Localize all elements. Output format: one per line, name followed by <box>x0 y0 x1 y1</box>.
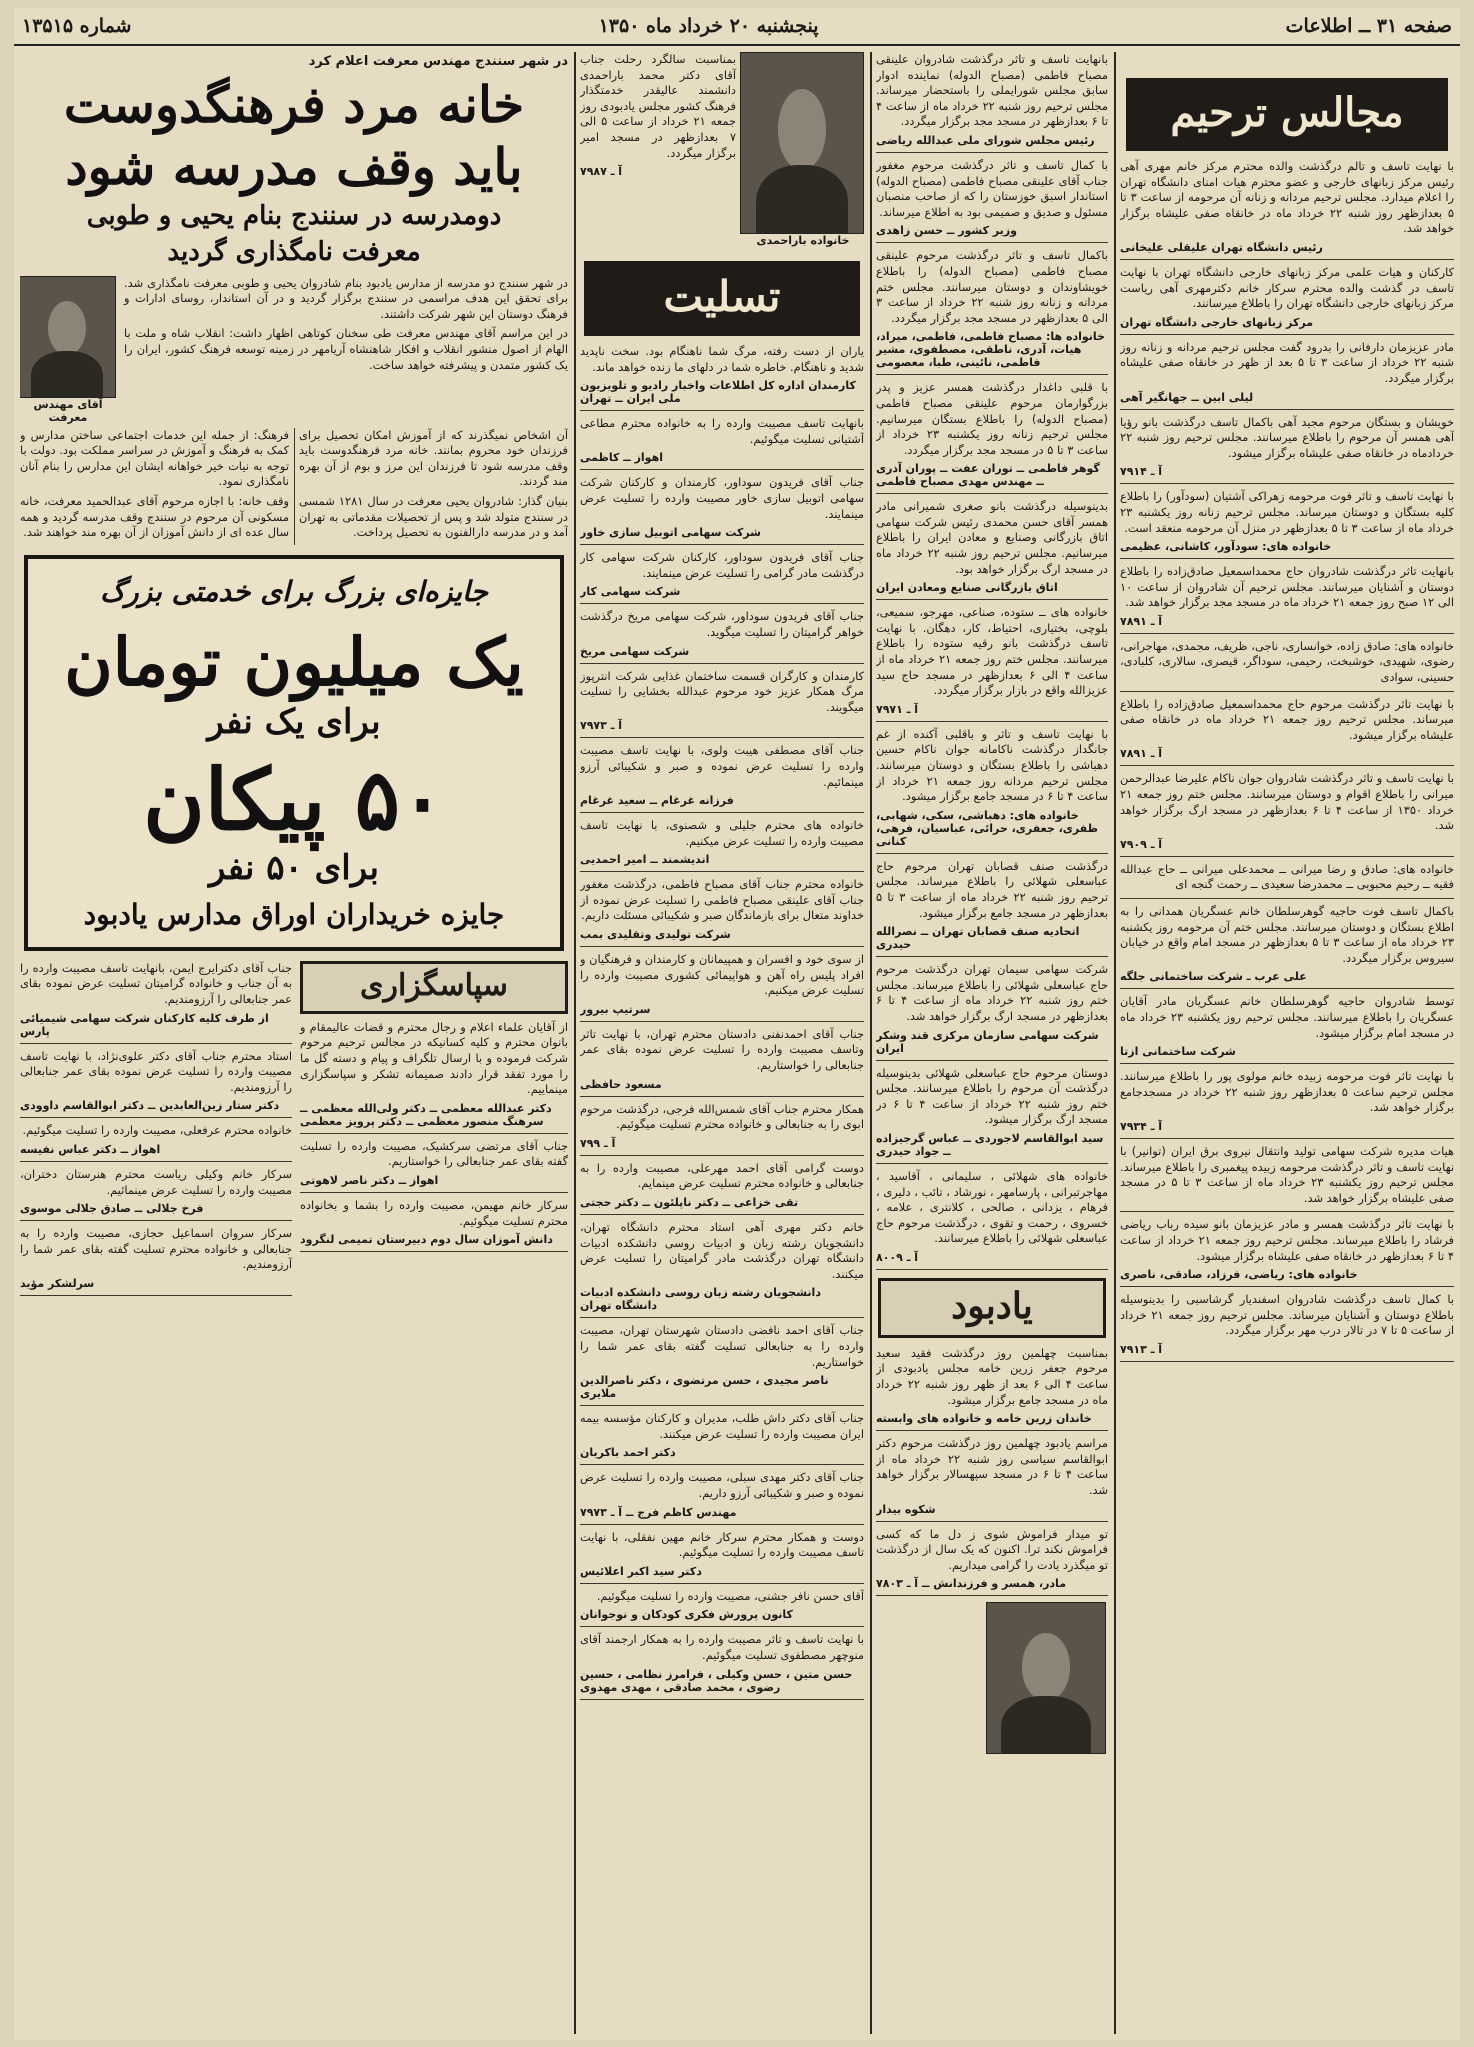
section-header-obituaries: مجالس ترحیم <box>1126 78 1448 151</box>
condolence-notice-text: یاران از دست رفته، مرگ شما ناهنگام بود. سخت ناپدید شدید و ناهنگام. خاطره شما در دلهای ما زنده خواهد ماند. <box>580 344 864 374</box>
condolence-notice <box>20 1167 292 1221</box>
obituary-notice-text: هیات مدیره شرکت سهامی تولید وانتقال نیروی برق ایران (توانیر) با نهایت تاسف و تاثر درگذشت مرحومه زبیده پیغمبری را باطلاع میرساند. مجلس ترحیم روز یکشنبه ۲۳ خرداد ماه از ساعت ۳ تا ۵ در مسجد صفی علیشاه برگزار خواهد شد. <box>1120 1143 1454 1205</box>
condolence-notice <box>20 961 292 1044</box>
obituary-notice <box>1120 1217 1454 1287</box>
article-paragraph: فرهنگ: از جمله این خدمات اجتماعی ساختن مدارس و کمک به فرهنگ و آموزش در سراسر مملکت بود. دولت با توجه به نیات خیر خواهانه ایشان این مدارس را بنام آنان نامگذاری نمود. <box>20 427 289 489</box>
obituary-notice <box>1120 489 1454 559</box>
obituary-notice-signature: خانواده های: دهباشی، سکی، شهابی، ظفری، جعفری، حرائی، عباسیان، فرهی، کنانی <box>876 808 1098 848</box>
obituary-notice-text: بدینوسیله درگذشت بانو صغری شمیرانی مادر همسر آقای حسن محمدی رئیس شرکت سهامی اتاق بازرگانی وصنایع و معادن ایران را باطلاع میرسانیم. مجلس ترحیم روز شنبه ۲۲ خرداد ماه در مسجد ارگ برگزار خواهد بود. <box>876 499 1108 576</box>
divider <box>580 410 864 411</box>
divider <box>580 946 864 947</box>
obituary-notice-signature: وزیر کشور ــ حسن زاهدی <box>876 224 1017 238</box>
thanks-notice <box>300 1139 568 1193</box>
obituary-notice-signature: خانواده های: سودآور، کاشانی، عظیمی <box>1120 540 1332 554</box>
condolence-notice-signature: مهندس کاظم فرج ــ آ ـ ۷۹۷۳ <box>580 1505 737 1519</box>
thanks-notice-signature: اهواز ــ دکتر ناصر لاهوتی <box>300 1173 439 1187</box>
condolence-notice-signature: شرکت تولیدی وتقلیدی بمب <box>580 928 731 942</box>
obituary-notice-text: با کمال تاسف و تاثر درگذشت مرحوم مغفور جناب آقای علینقی مصباح فاطمی (مصباح الدوله) استاندار اسبق خوزستان را که از صاحب منصبان مسئول و صدیق و صمیمی بود به اطلاع میرساند. <box>876 157 1108 219</box>
condolence-notice-text: جناب آقای فریدون سوداور، شرکت سهامی مریخ درگذشت خواهر گرامیتان را تسلیت میگوید. <box>580 609 864 639</box>
condolence-notice <box>580 1530 864 1584</box>
obituary-notice-text: باکمال تاسف فوت حاجیه گوهرسلطان خانم عسگریان همدانی را به اطلاع بستگان و دوستان میرسانند. مجلس ختم آن مرحومه روز یکشنبه ۲۳ خرداد ماه از ساعت ۳ تا ۵ بعدازظهر در مسجد امام واقع در خیابان سیروس برگزار میگردد. <box>1120 904 1454 965</box>
memorial-text: بمناسبت سالگرد رحلت جناب آقای دکتر محمد باراحمدی دانشمند عالیقدر خدمتگذار فرهنگ کشور مجلس یادبودی روز جمعه ۲۱ خرداد از ساعت ۵ الی ۷ بعدازظهر در مسجد امیر برگزار میگردد. <box>580 52 736 160</box>
issue-date: پنجشنبه ۲۰ خرداد ماه ۱۳۵۰ <box>598 15 819 37</box>
divider <box>20 1117 292 1118</box>
section-header-thanks: سپاسگزاری <box>300 961 568 1014</box>
divider <box>20 1161 292 1162</box>
thanks-notice <box>300 1020 568 1134</box>
column-rule <box>1114 52 1116 2034</box>
divider <box>1120 633 1454 634</box>
divider <box>20 1220 292 1221</box>
divider <box>580 1524 864 1525</box>
condolence-notice-signature: شرکت سهامی کار <box>580 585 681 599</box>
obituary-notice <box>876 859 1108 957</box>
obituary-notice-signature: اتاق بازرگانی صنایع ومعادن ایران <box>876 581 1058 595</box>
condolence-notice-text: آقای حسن نافر جشنی، مصیبت وارده را تسلیت میگوئیم. <box>596 1588 864 1603</box>
obituary-notice-signature: آ ـ ۷۹۱۴ <box>1120 465 1163 479</box>
obituary-notice <box>1120 639 1454 692</box>
condolence-notice-signature: حسن متین ، حسن وکیلی ، فرامرز نظامی ، حسین رضوی ، محمد صادقی ، مهدی مهدوی <box>580 1667 853 1694</box>
article-paragraph: در شهر سنندج دو مدرسه از مدارس یادبود بنام شادروان یحیی و طوبی معرفت نامگذاری شد. برای تحقق این هدف مراسمی در سنندج برگزار گردید و در آن استاندار، روسای ادارات و فرهنگ دوستان این شهر شرکت داشتند. <box>124 275 568 321</box>
condolence-notice <box>580 743 864 813</box>
divider <box>876 374 1108 375</box>
obituary-notice <box>1120 415 1454 485</box>
divider <box>1120 1361 1454 1362</box>
obituary-notice-signature: آ ـ ۷۸۹۱ <box>1120 747 1163 761</box>
condolence-notice-text: دوست و همکار محترم سرکار خانم مهین نفقلی، با نهایت تاسف مصیبت وارده را تسلیت میگوئیم. <box>580 1529 864 1560</box>
divider <box>876 493 1108 494</box>
photo-caption: خانواده باراحمدی <box>756 234 850 247</box>
condolence-notice-text: کارمندان و کارگران قسمت ساختمان غذایی شرکت انترپوز مرگ همکار عزیز خود مرحوم عبدالله بخشایی را تسلیت میگویند. <box>580 668 864 714</box>
divider <box>876 1269 1108 1270</box>
condolence-notice-signature: مسعود حافظی <box>580 1077 662 1091</box>
article-paragraph: آن اشخاص نمیگذرند که از آموزش امکان تحصیل برای فرزندان خود محروم بمانند. خانه مرد فرهنگدوست باید وقف مدرسه شود تا فرزندان این مرز و بوم از آن بهره مند گردند. <box>299 427 568 489</box>
obituary-notice <box>1120 159 1454 260</box>
divider <box>580 737 864 738</box>
obituary-notice-text: توسط شادروان حاجیه گوهرسلطان خانم عسگریان مادر آقایان عسگریان را باطلاع میرسانند. مجلس ترحیم روز یکشنبه ۲۳ خرداد ماه در مسجد امام برگزار میشود. <box>1120 994 1454 1040</box>
condolence-notice <box>580 1161 864 1215</box>
memorial-notice <box>876 1527 1108 1597</box>
obituary-notice-text: با نهایت تاسف و تاثر و باقلبی آکنده از غم جانگداز درگذشت ناکامانه جوان ناکام حسین دهباشی را باطلاع بستگان و دوستان میرسانند. مجلس ترحیم مردانه روز جمعه ۲۱ خرداد از ساعت ۴ تا ۶ در مسجد جامع برگزار میشود. <box>876 726 1108 804</box>
condolence-notice <box>580 475 864 545</box>
obituary-notice <box>876 727 1108 854</box>
memorial-notice-text: تو میدار فراموش شوی ز دل ما که کسی فراموش نکند ترا. اکنون که یک سال از درگذشت تو میگذرد یادت را گرامی میداریم. <box>876 1526 1108 1572</box>
divider <box>1120 409 1454 410</box>
divider <box>580 544 864 545</box>
divider <box>580 1626 864 1627</box>
condolence-notice-signature: فرخ جلالی ــ صادق جلالی موسوی <box>20 1202 204 1216</box>
obituary-notice <box>876 1169 1108 1270</box>
obituary-notice <box>1120 1144 1454 1212</box>
memorial-notice <box>876 1346 1108 1431</box>
condolence-notice-text: جناب آقای احمد نافضی دادستان شهرستان تهران، مصیبت وارده را به جنابعالی تسلیت گفته بقای عمر شما را خواستاریم. <box>580 1323 864 1369</box>
obituary-notice <box>1120 1292 1454 1362</box>
obituary-notice-text: خانواده های شهلائی ، سلیمانی ، آقاسید ، مهاجرتبرانی ، پارسامهر ، نورشاد ، تائب ، دلیری ، فرهام ، یزدانی ، صالحی ، کلانتری ، علامه ، خسروی ، رحمت و تقوی ، درگذشت مرحوم حاج عباسعلی شهلائی را باطلاع میرسانند. <box>876 1168 1108 1246</box>
obituary-notice-text: با نهایت تاثر درگذشت همسر و مادر عزیزمان بانو سیده رباب ریاضی فرشاد را باطلاع میرساند. مجلس ترحیم روز جمعه ۲۱ خرداد از ساعت ۴ تا ۶ بعدازظهر در خانقاه صفی علیشاه برگزار میشود. <box>1120 1217 1454 1263</box>
thanks-notice-text: جناب آقای مرتضی سرکشیک، مصیبت وارده را تسلیت گفته بقای عمر جنابعالی را خواستاریم. <box>300 1138 568 1169</box>
obituary-notice <box>876 158 1108 243</box>
article-paragraph: در این مراسم آقای مهندس معرفت طی سخنان کوتاهی اظهار داشت: انقلاب شاه و ملت با الهام از اصول منشور انقلاب و افکار شاهنشاه آریامهر در زمینه توسعه فرهنگ کشور، ایران را یک کشور متمدن و پیشرفته خواهد ساخت. <box>124 326 568 372</box>
condolence-notice <box>580 952 864 1022</box>
divider <box>1120 483 1454 484</box>
condolence-notice-text: همکار محترم جناب آقای شمس‌الله فرجی، درگذشت مرحوم ابوی را به جنابعالی و خانواده محترم تسلیت میگوئیم. <box>580 1101 864 1132</box>
obituary-notice <box>1120 771 1454 856</box>
column-rule <box>574 52 576 2034</box>
condolence-list <box>580 344 864 1700</box>
divider <box>876 1163 1108 1164</box>
portrait-photo <box>986 1602 1106 1754</box>
obituary-notice <box>1120 697 1454 767</box>
memorial-notice-signature: خاندان زرین خامه و خانواده های وابسته <box>876 1412 1092 1426</box>
condolence-notice-text: جناب آقای دکترایرج ایمن، بانهایت تاسف مصیبت وارده را به آن جناب و خانواده گرامیتان تسلیت عرض نموده بقای عمر جنابعالی را آرزومندیم. <box>20 960 292 1006</box>
obituary-notice-text: با نهایت تاسف و تالم درگذشت والده محترم مرکز خانم مهری آهی رئیس مرکز زبانهای خارجی و عضو محترم هیات امنای دانشگاه تهران را اعلام میدارد. مجلس ترحیم مردانه و زنانه آن مرحومه از ساعت ۳ تا ۵ بعدازظهر روز شنبه ۲۲ خرداد ماه در خانقاه صفی علیشاه برگزار خواهد شد. <box>1120 159 1454 236</box>
condolence-notice <box>580 416 864 470</box>
obituary-notice-signature: آ ـ ۸۰۰۹ <box>876 1250 919 1264</box>
condolence-notice <box>580 1323 864 1406</box>
condolence-notice-signature: کانون پرورش فکری کودکان و نوجوانان <box>580 1608 793 1622</box>
condolence-notice-text: استاد محترم جناب آقای دکتر علوی‌نژاد، با نهایت تاسف مصیبت وارده را تسلیت عرض نموده بقای عمر جنابعالی را آرزومندیم. <box>20 1048 292 1094</box>
thanks-notice-text: از آقایان علماء اعلام و رجال محترم و قضات عالیمقام و بانوان محترم و کلیه کسانیکه در مجالس ترحیم مرحوم شرکت فرموده و با ارسال تلگراف و پیام و دسته گل ما را مورد تفقد قرار دادند صمیمانه تشکر و سپاسگزاری مینماییم. <box>300 1019 568 1097</box>
condolence-notice-signature: ناصر مجیدی ، حسن مرتضوی ، دکتر ناصرالدین ملایری <box>580 1374 829 1401</box>
divider <box>876 1521 1108 1522</box>
divider <box>580 1021 864 1022</box>
condolence-notice-text: جناب آقای احمدنفنی دادستان محترم تهران، با نهایت تاثر وتاسف مصیبت وارده را تسلیت عرض نموده بقای عمر جنابعالی را خواستاریم. <box>580 1026 864 1073</box>
divider <box>876 152 1108 153</box>
condolence-notice <box>580 1470 864 1524</box>
subheadline-1: دومدرسه در سنندج بنام یحیی و طوبی <box>86 200 502 231</box>
ad-slogan: جایزه‌ای بزرگ برای خدمتی بزرگ <box>100 574 488 608</box>
column-rule <box>870 52 872 2034</box>
condolence-notice-text: جناب آقای مصطفی هیبت ولوی، با نهایت تاسف مصیبت وارده را تسلیت عرض نموده و صبر و شکیبائی آرزو مینمائیم. <box>580 743 864 789</box>
obituary-notice <box>1120 862 1454 899</box>
condolence-notice-signature: تقی خزاعی ــ دکتر ناپلئون ــ دکتر حجتی <box>580 1196 799 1209</box>
condolence-notice-signature: اندیشمند ــ امیر احمدیی <box>580 853 710 867</box>
condolence-notice-signature: کارمندان اداره کل اطلاعات واخبار رادیو و تلویزیون ملی ایران ــ تهران <box>580 379 856 406</box>
obituary-notice-text: با نهایت تاسف و تاثر درگذشت شادروان جوان ناکام علیرضا عبدالرحمن میرانی را باطلاع اقوام و دوستان میرسانند. مجلس ختم روز جمعه ۲۱ خرداد ۱۳۵۰ از ساعت ۴ تا ۶ بعدازظهر در مسجد ارگ برگزار خواهد شد. <box>1120 771 1454 833</box>
condolence-notice <box>20 1123 292 1162</box>
condolence-notice-text: سرکار سروان اسماعیل حجازی، مصیبت وارده را به جنابعالی و خانواده محترم تسلیت گفته بقای عمر شما را آرزومندیم. <box>20 1226 292 1272</box>
portrait-photo-cleric <box>740 52 864 234</box>
divider <box>876 721 1108 722</box>
obituary-notice-text: بانهایت تاثر درگذشت شادروان حاج محمداسمعیل صادق‌زاده را باطلاع دوستان و آشنایان میرسانند. مجلس ترحیم آن شادروان از ساعت ۱۰ الی ۱۲ صبح روز جمعه ۲۱ خرداد ماه در مسجد مجد برگزار خواهد شد. <box>1120 564 1454 610</box>
divider <box>876 242 1108 243</box>
condolence-notice-text: سرکار خانم وکیلی ریاست محترم هنرستان دختران، مصیبت وارده را تسلیت عرض مینمائیم. <box>20 1166 292 1197</box>
obituary-notice-signature: رئیس دانشگاه تهران عليقلی علیخانی <box>1120 240 1323 254</box>
divider <box>580 1317 864 1318</box>
condolence-notice-signature: آ ـ ۷۹۷۳ <box>580 719 623 733</box>
condolence-notice-signature: اهواز ــ دکتر عباس نفیسه <box>20 1142 161 1156</box>
divider <box>876 1060 1108 1061</box>
obituary-notice-text: با کمال تاسف درگذشت شادروان اسفندیار گرشاسبی را بدینوسیله باطلاع دوستان و آشنایان میرساند. مجلس ترحیم روز جمعه ۲۱ خرداد از ساعت ۵ تا ۷ در تالار درب مهر برگزار میگردد. <box>1120 1292 1454 1338</box>
obituary-notice-signature: رئیس مجلس شورای ملی عبدالله ریاضی <box>876 133 1095 147</box>
condolence-notice-signature: دانشجویان رشته زبان روسی دانشکده ادبیات دانشگاه تهران <box>580 1286 821 1313</box>
memorial-notice <box>876 1436 1108 1521</box>
thanks-notice-text: سرکار خانم مهیمن، مصیبت وارده را بشما و بخانواده محترم تسلیت میگوئیم. <box>300 1197 568 1228</box>
headline-line-2: باید وقف مدرسه شود <box>65 136 523 196</box>
divider <box>876 599 1108 600</box>
condolence-notice-text: از سوی خود و افسران و همپیمانان و کارمندان و فرهنگیان و افراد پلیس راه آهن و هواپیمائی کشوری مصیبت وارده را تسلیت عرض میکنیم. <box>580 952 864 998</box>
memorial-list <box>876 1346 1108 1597</box>
condolence-notice <box>580 1411 864 1465</box>
memorial-notice-text: مراسم یادبود چهلمین روز درگذشت مرحوم دکتر ابوالقاسم سیاسی روز شنبه ۲۲ خرداد ماه از ساعت ۴ تا ۶ در مسجد سپهسالار برگزار خواهد شد. <box>876 1436 1108 1498</box>
obituary-notice-signature: خانواده ها: مصباح فاطمی، فاطمی، میراد، هیات، آدری، ناطقی، مصطفوی، مشیر فاطمی، نائینی، طبا، معصومی <box>876 330 1105 370</box>
memorial-notice-text: بمناسبت چهلمین روز درگذشت فقید سعید مرحوم جعفر زرین خامه مجلس یادبودی از ساعت ۴ الی ۶ بعد از ظهر روز شنبه ۲۲ خرداد ماه در مسجد جامع برگزار میشود. <box>876 1345 1108 1407</box>
section-header-condolences: تسلیت <box>584 261 860 336</box>
condolence-notice-signature: شرکت سهامی اتوبیل سازی خاور <box>580 526 761 540</box>
obituary-notice-signature: آ ـ ۷۹۱۳ <box>1120 1342 1163 1356</box>
memorial-notice-signature: مادر، همسر و فرزندانش ــ آ ـ ۷۸۰۳ <box>876 1577 1067 1591</box>
ad-cars-for: برای ۵۰ نفر <box>209 847 379 888</box>
divider <box>580 871 864 872</box>
page-number: صفحه ۳۱ ــ اطلاعات <box>1285 15 1452 37</box>
column-article <box>20 52 568 2032</box>
condolence-notice-signature: از طرف کلیه کارکنان شرکت سهامی شیمیائی پارس <box>20 1011 269 1038</box>
thanks-list <box>300 1020 568 1252</box>
divider <box>20 1295 292 1296</box>
obituary-notice-signature: سید ابوالقاسم لاجوردی ــ عباس گرجیزاده ــ جواد حیدری <box>876 1131 1104 1158</box>
condolence-notice-signature: دکتر احمد باکریان <box>580 1446 676 1460</box>
portrait-photo-engineer <box>20 276 116 398</box>
divider <box>1120 259 1454 260</box>
condolence-notice <box>580 1102 864 1156</box>
condolence-notice-text: جناب آقای دکتر داش طلب، مدیران و کارکنان مؤسسه بیمه ایران مصیبت وارده را تسلیت عرض میکنند. <box>580 1411 864 1441</box>
obituary-notice <box>1120 340 1454 410</box>
obituary-notice-signature: اتحادیه صنف قصابان تهران ــ نصرالله حیدری <box>876 925 1080 952</box>
obituary-notice-text: مادر عزیزمان دارفانی را بدرود گفت مجلس ترحیم مردانه و زنانه روز شنبه ۲۲ خرداد از ساعت ۳ تا ۵ بعد از ظهر در خانقاه صفی علیشاه برگزار میگردد. <box>1120 339 1454 385</box>
obituary-notice-text: با نهایت تاثر فوت مرحومه زبیده خانم مولوی پور را باطلاع میرسانند. مجلس ترحیم ساعت ۵ بعدازظهر روز شنبه ۲۲ خرداد در مسجدجامع برگزار خواهد شد. <box>1120 1069 1454 1115</box>
condolence-notice-text: جناب آقای فریدون سوداور، کارمندان و کارکنان شرکت سهامی اتوبیل سازی خاور مصیبت وارده را تسلیت عرض مینمایند. <box>580 475 864 521</box>
article-body-rest <box>20 428 568 545</box>
condolence-notice-text: خانواده محترم عرفعلی، مصیبت وارده را تسلیت میگوئیم. <box>22 1123 292 1138</box>
condolence-notice-signature: شرکت سهامی مریخ <box>580 644 690 658</box>
obituary-notice-signature: خانواده های: ریاضی، فرزاد، صادقی، ناصری <box>1120 1268 1358 1282</box>
condolence-notice-text: خانواده های محترم جلیلی و شصنوی، با نهایت تاسف مصیبت وارده را تسلیت عرض میکنیم. <box>580 818 864 848</box>
divider <box>1120 1211 1454 1212</box>
obituary-notice-signature: شرکت ساختمانی ازتا <box>1120 1045 1236 1059</box>
condolence-notice <box>580 550 864 604</box>
divider <box>1120 334 1454 335</box>
divider <box>580 1583 864 1584</box>
divider <box>876 956 1108 957</box>
divider <box>580 1214 864 1215</box>
divider <box>1120 691 1454 692</box>
obituary-notice-text: با نهایت تاسف و تاثر فوت مرحومه زهراکی آشتیان (سودآور) را باطلاع کلیه بستگان و دوستان میرساند. مجلس ترحیم زنانه روز یکشنبه ۲۳ خرداد ماه از ساعت ۳ تا ۵ بعدازظهر در منزل آن مرحومه منعقد است. <box>1120 489 1454 535</box>
memorial-notice-signature: شکوه بیدار <box>876 1502 936 1516</box>
obituary-notice-signature: آ ـ ۷۹۳۴ <box>1120 1119 1163 1133</box>
obituary-notice-text: خانواده های: صادق زاده، خوانساری، ناجی، ظریف، مجمدی، مهاجرانی، رضوی، شهیدی، خوشبخت، رحیمی، سوداگر، قیصری، سالاری، کلبادی، حسینی، سوادی <box>1120 638 1454 685</box>
condolence-notice-signature: سرلشکر مؤید <box>20 1276 95 1290</box>
obituary-notice <box>876 52 1108 153</box>
condolence-notice <box>20 1226 292 1296</box>
obituary-notice-text: بانهایت تاسف و تاثر درگذشت شادروان علینقی مصباح فاطمی (مصباح الدوله) نماینده ادوار سابق مجلس شورایملی را باستحضار میرساند. مجلس ترحیم روز شنبه ۲۲ خرداد ماه از ساعت ۴ تا ۶ بعدازظهر در مسجد مجد برگزار میگردد. <box>876 52 1108 129</box>
obituary-notice-text: خانواده های: صادق و رضا میرانی ــ محمدعلی میرانی ــ حاج عبدالله فقیه ــ رحیم محبوبی ــ محمدرضا سعیدی ــ رحمت گنجه ای <box>1120 861 1454 892</box>
condolence-notice <box>580 1220 864 1318</box>
divider <box>1120 558 1454 559</box>
ad-prize-for: برای یک نفر <box>207 701 381 742</box>
obituary-notice-signature: آ ـ ۷۸۹۱ <box>1120 614 1163 628</box>
article-paragraph: بنیان گذار: شادروان یحیی معرفت در سال ۱۲۸۱ شمسی در سنندج متولد شد و پس از تحصیلات مقدماتی به تهران آمد و در مدرسه دارالفنون به تحصیل پرداخت. <box>299 493 568 540</box>
obituary-notice <box>1120 564 1454 634</box>
condolence-notice <box>580 609 864 663</box>
ad-cars: ۵۰ پیکان <box>143 749 445 849</box>
divider <box>300 1192 568 1193</box>
divider <box>20 1043 292 1044</box>
condolence-notice-signature: اهواز ــ کاظمی <box>580 451 663 465</box>
obituary-notice <box>876 248 1108 375</box>
headline-line-1: خانه مرد فرهنگدوست <box>63 74 525 134</box>
obituary-notice <box>876 1066 1108 1164</box>
condolence-notice-text: بانهایت تاسف مصیبت وارده را به خانواده محترم مطاعی آشتیانی تسلیت میگوئیم. <box>580 416 864 446</box>
condolence-notice <box>580 1589 864 1628</box>
divider <box>1120 988 1454 989</box>
obituary-notice-signature: آ ـ ۷۹۰۹ <box>1120 837 1163 851</box>
divider <box>1120 1063 1454 1064</box>
obituary-notice <box>1120 1069 1454 1139</box>
condolence-notice-signature: دکتر سید اکبر اعلائیس <box>580 1564 702 1578</box>
divider <box>580 663 864 664</box>
obituary-notice <box>876 499 1108 600</box>
obituary-notice-signature: علی عرب ـ شرکت ساختمانی جلگه <box>1120 970 1307 984</box>
obituary-notice-signature: شرکت سهامی سازمان مرکزی قند وشکر ایران <box>876 1028 1099 1055</box>
divider <box>580 812 864 813</box>
thanks-notice <box>300 1198 568 1252</box>
divider <box>580 1096 864 1097</box>
condolence-notice-text: دوست گرامی آقای احمد مهرعلی، مصیبت وارده را به جنابعالی و خانواده محترم تسلیت عرض مینمایم. <box>580 1160 864 1191</box>
obituary-notice-text: کارکنان و هیات علمی مرکز زبانهای خارجی دانشگاه تهران با نهایت تاسف در گذشت والده محترم سرکار خانم دکترمهری آهی ریاست مرکز زبانهای خارجی دانشگاه تهران را باطلاع میرسانند. <box>1120 264 1454 311</box>
condolence-notice-signature: آ ـ ۷۹۹ <box>580 1136 616 1150</box>
divider <box>300 1133 568 1134</box>
newspaper-page <box>14 8 1460 2040</box>
obituary-notice-text: دوستان مرحوم حاج عباسعلی شهلائی بدینوسیله درگذشت آن مرحوم را باطلاع میرسانند. مجلس ختم روز شنبه ۲۲ خرداد از ساعت ۴ تا ۶ در مسجد ارگ برگزار میشود. <box>876 1065 1108 1127</box>
divider <box>1120 1138 1454 1139</box>
condolence-list-3 <box>20 961 292 1301</box>
memorial-signature: آ ـ ۷۹۸۷ <box>580 165 623 179</box>
obituary-list-2 <box>876 52 1108 1270</box>
thanks-notice-signature: دکتر عبدالله معظمی ــ دکتر ولی‌الله معظمی ــ سرهنگ منصور معظمی ــ دکتر پرویز معظمی <box>300 1101 552 1128</box>
photo-caption-engineer: آقای مهندس معرفت <box>33 397 103 424</box>
issue-number: شماره ۱۳۵۱۵ <box>22 15 132 37</box>
condolence-notice-text: با نهایت تاسف و تاثر مصیبت وارده را به همکار ارجمند آقای منوچهر مصطفوی تسلیت میگوئیم. <box>580 1632 864 1662</box>
lottery-advertisement <box>24 555 564 951</box>
condolence-notice-text: جناب آقای دکتر مهدی سبلی، مصیبت وارده را تسلیت عرض نموده و صبر و شکیبائی آرزو داریم. <box>580 1470 864 1500</box>
condolence-notice-signature: فرزانه غرغام ــ سعید غرغام <box>580 794 734 808</box>
subheadline-2: معرفت نامگذاری گردید <box>167 236 421 267</box>
obituary-notice-signature: لیلی ابین ــ جهانگیر آهی <box>1120 390 1254 404</box>
thanks-notice-signature: دانش آموزان سال دوم دبیرستان تمیمی لنگرود <box>300 1233 553 1247</box>
divider <box>876 853 1108 854</box>
obituary-notice <box>876 962 1108 1060</box>
divider <box>1120 765 1454 766</box>
condolence-notice-text: خانواده محترم جناب آقای مصباح فاطمی، درگذشت مغفور جناب آقای علینقی مصباح فاطمی را تسلیت عرض نموده از خداوند متعال برای بازماندگان صبر و شکیبائی مسئلت داریم. <box>580 877 864 923</box>
divider <box>1120 1286 1454 1287</box>
obituary-notice-text: خویشان و بستگان مرحوم مجید آهی باکمال تاسف درگذشت بانو رؤیا آهی همسر آن مرحوم را باطلاع میرسانند. مجلس ترحیم روز شنبه ۲۲ خردادماه در خانقاه صفی علیشاه برگزار میشود. <box>1120 414 1454 460</box>
condolence-notice <box>580 1632 864 1699</box>
column-condolences <box>580 52 864 2032</box>
condolence-notice-text: جناب آقای فریدون سوداور، کارکنان شرکت سهامی کار درگذشت مادر گرامی را تسلیت عرض مینمایند. <box>580 550 864 580</box>
obituary-notice-text: درگذشت صنف قصابان تهران مرحوم حاج عباسعلی شهلائی را باطلاع میرساند. مجلس ترحیم روز شنبه ۲۲ خرداد ماه از ساعت ۳ تا ۵ بعدازظهر در مسجد جامع برگزار میشود. <box>876 858 1108 920</box>
condolence-notice <box>580 344 864 411</box>
obituary-notice-signature: آ ـ ۷۹۷۱ <box>876 702 919 716</box>
condolence-notice-signature: دکتر ستار زین‌العابدین ــ دکتر ابوالقاسم داوودی <box>20 1099 280 1113</box>
divider <box>580 469 864 470</box>
obituary-notice-signature: گوهر فاطمی ــ توران عفت ــ پوران آذری ــ مهندس مهدی مصباح فاطمی <box>876 462 1100 489</box>
divider <box>1120 898 1454 899</box>
divider <box>580 1405 864 1406</box>
obituary-list <box>1120 159 1454 1362</box>
divider <box>580 1699 864 1700</box>
divider <box>580 1464 864 1465</box>
condolence-notice-signature: سرتیپ بیرور <box>580 1002 651 1016</box>
ad-prize-amount: یک میلیون تومان <box>64 622 524 701</box>
masthead <box>14 8 1460 46</box>
condolence-notice <box>580 1027 864 1097</box>
obituary-notice <box>876 605 1108 722</box>
divider <box>580 603 864 604</box>
article-body-right <box>124 276 568 428</box>
condolence-notice <box>20 1049 292 1119</box>
ad-footer: جایزه خریداران اوراق مدارس یادبود <box>83 897 505 931</box>
obituary-notice-text: باکمال تاسف و تاثر درگذشت مرحوم علینقی مصباح فاطمی (مصباح الدوله) را باطلاع خویشاوندان و دوستان میرسانند. مجلس ختم مردانه و زنانه روز شنبه ۲۲ خرداد از ساعت ۳ الی ۵ بعدازظهر در مسجد مجد برگزار میگردد. <box>876 248 1108 325</box>
obituary-notice-text: با نهایت تاثر درگذشت مرحوم حاج محمداسمعیل صادق‌زاده را باطلاع میرساند. مجلس ترحیم روز جمعه ۲۱ خرداد ماه در خانقاه صفی علیشاه برگزار میشود. <box>1120 696 1454 742</box>
divider <box>580 1155 864 1156</box>
divider <box>1120 856 1454 857</box>
condolence-notice <box>580 818 864 872</box>
obituary-notice-text: با قلبی داغدار درگذشت همسر عزیز و پدر بزرگوارمان مرحوم علینقی مصباح فاطمی (مصباح الدوله) را باطلاع بستگان میرسانیم. مجلس ترحیم زنانه روز یکشنبه ۲۳ خرداد از ساعت ۳ تا ۵ در مسجد مجد برگزار میگردد. <box>876 380 1108 457</box>
obituary-notice <box>1120 994 1454 1064</box>
column-obituaries <box>1120 52 1454 2032</box>
divider <box>300 1251 568 1252</box>
article-kicker: در شهر سنندج مهندس معرفت اعلام کرد <box>308 54 568 69</box>
obituary-notice <box>1120 265 1454 335</box>
obituary-notice-signature: مرکز زبانهای خارجی دانشگاه تهران <box>1120 315 1314 329</box>
divider <box>876 1595 1108 1596</box>
obituary-notice-text: خانواده های ــ ستوده، صناعی، مهرجو، سمیعی، بلوچی، بختیاری، احتیاط، کار، دهگان. با نهایت تاسف درگذشت بانو رقیه ستوده را باطلاع میرسانند. مجلس ختم روز جمعه ۲۱ خرداد ماه از ساعت ۴ الی ۶ بعدازظهر در مسجد حاج سید عزیزالله واقع در بازار برگزار میگردد. <box>876 605 1108 698</box>
condolence-notice <box>580 877 864 947</box>
column-obituaries-2 <box>876 52 1108 2032</box>
condolence-notice <box>580 669 864 739</box>
obituary-notice-text: شرکت سهامی سیمان تهران درگذشت مرحوم حاج عباسعلی شهلائی را باطلاع میرساند. مجلس ختم روز شنبه ۲۲ خرداد ماه از ساعت ۴ تا ۶ بعدازظهر در مسجد ارگ برگزار خواهد شد. <box>876 962 1108 1023</box>
section-header-memorial: یادبود <box>878 1278 1106 1338</box>
article-paragraph: وقف خانه: با اجازه مرحوم آقای عبدالحمید معرفت، خانه مسکونی آن مرحوم در سنندج وقف مدرسه گردید و همه سال عده ای از دانش آموزان از آن بهره مند خواهند شد. <box>20 493 289 540</box>
divider <box>876 1430 1108 1431</box>
condolence-notice-text: خانم دکتر مهری آهی استاد محترم دانشگاه تهران، دانشجویان رشته زبان و ادبیات روسی دانشکده ادبیات دانشگاه تهران درگذشت مادر گرامیتان را تسلیت عرض میکنند. <box>580 1220 864 1281</box>
obituary-notice <box>876 380 1108 494</box>
obituary-notice <box>1120 904 1454 989</box>
